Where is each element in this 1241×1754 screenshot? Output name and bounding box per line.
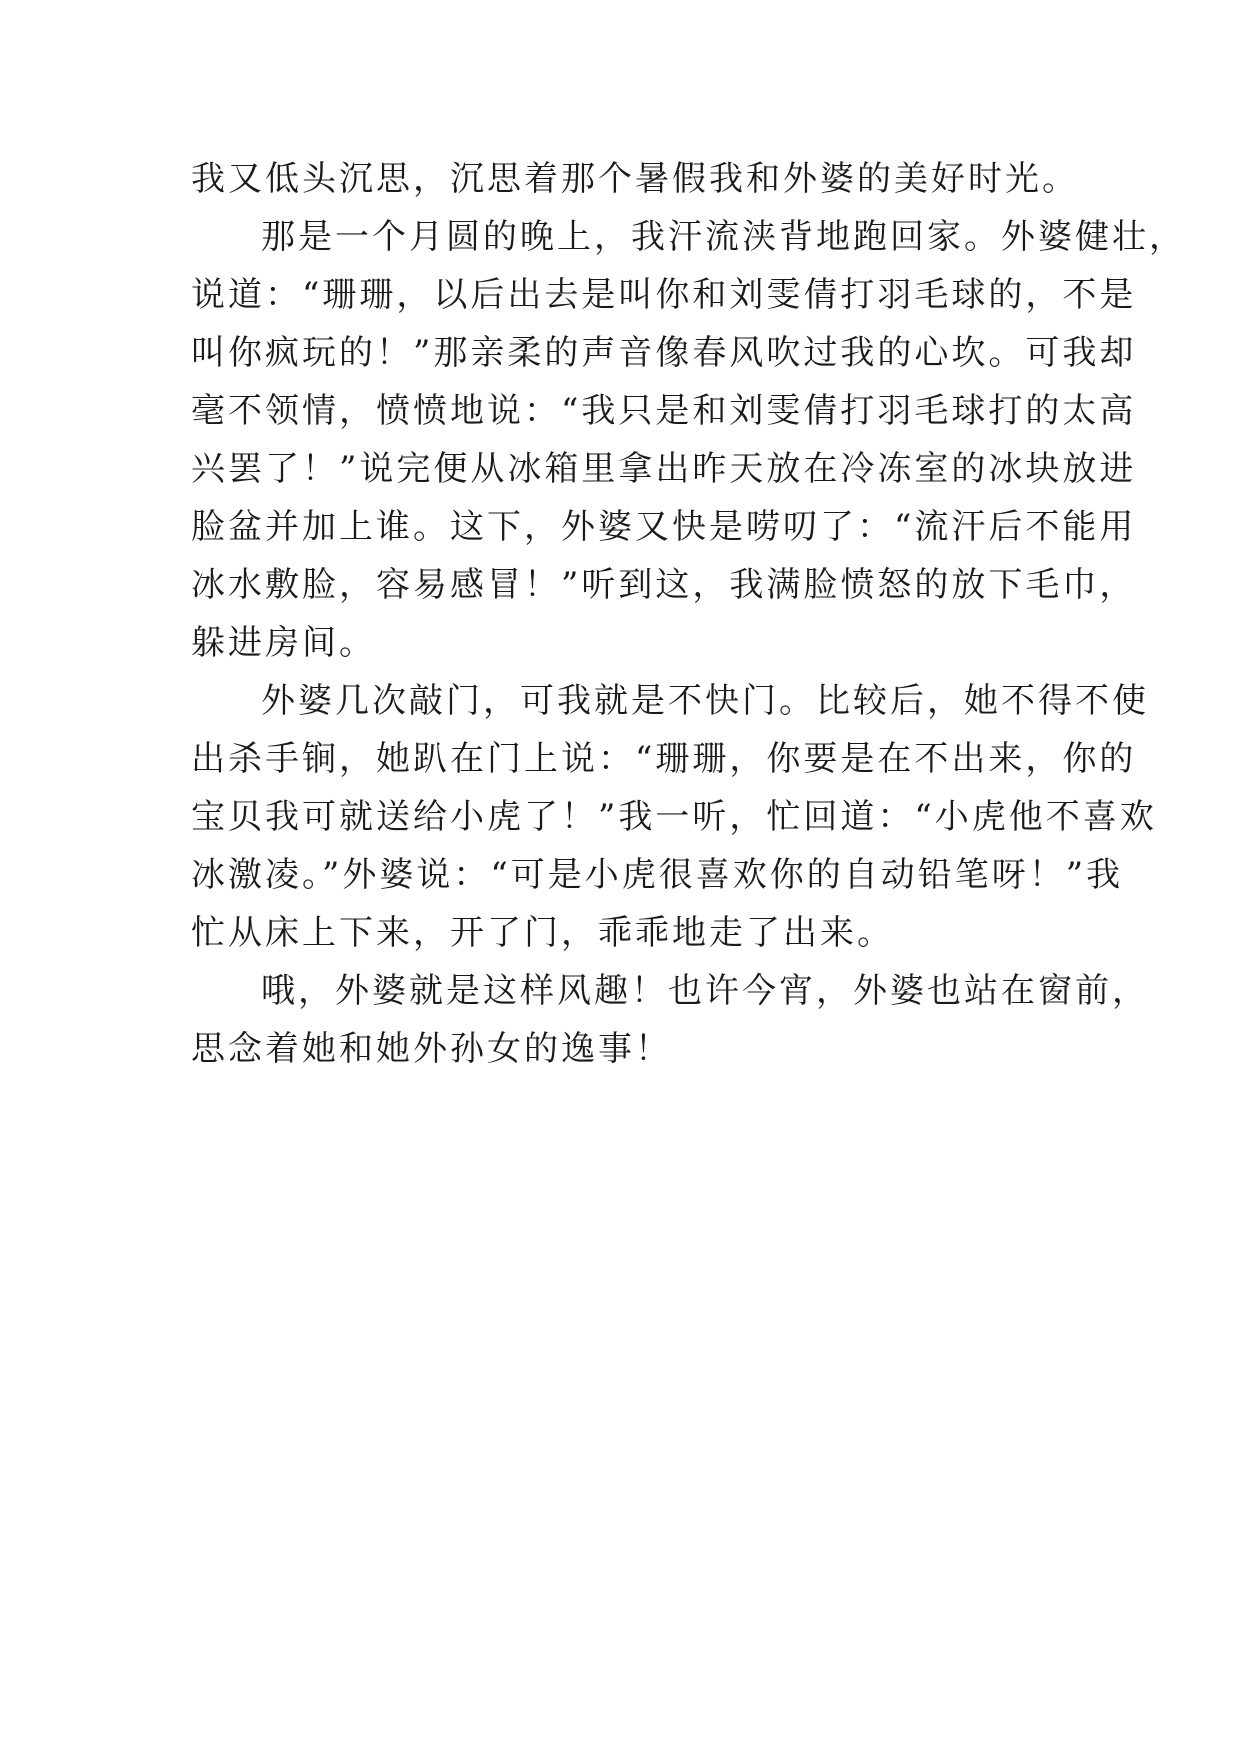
essay-text	[191, 159, 1186, 1090]
text-line: 忙从床上下来，开了门，乖乖地走了出来。	[191, 913, 894, 953]
text-line: 冰水敷脸，容易感冒！”听到这，我满脸愤怒的放下毛巾，	[191, 565, 1137, 605]
text-line: 宝贝我可就送给小虎了！”我一听，忙回道：“小虎他不喜欢	[191, 797, 1157, 837]
paragraph-start-line: 外婆几次敲门，可我就是不快门。比较后，她不得不使	[261, 681, 1149, 721]
paragraph-start-line: 哦，外婆就是这样风趣！也许今宵，外婆也站在窗前，	[261, 971, 1149, 1011]
text-line: 躲进房间。	[191, 623, 376, 663]
text-line: 我又低头沉思，沉思着那个暑假我和外婆的美好时光。	[191, 159, 1079, 199]
text-line: 出杀手锏，她趴在门上说：“珊珊，你要是在不出来，你的	[191, 739, 1137, 779]
text-line: 冰激凌。”外婆说：“可是小虎很喜欢你的自动铅笔呀！”我	[191, 855, 1124, 895]
text-line: 叫你疯玩的！”那亲柔的声音像春风吹过我的心坎。可我却	[191, 333, 1137, 373]
text-line: 毫不领情，愤愤地说：“我只是和刘雯倩打羽毛球打的太高	[191, 391, 1137, 431]
text-line: 脸盆并加上谁。这下，外婆又快是唠叨了：“流汗后不能用	[191, 507, 1137, 547]
text-line: 兴罢了！”说完便从冰箱里拿出昨天放在冷冻室的冰块放进	[191, 449, 1137, 489]
text-line: 说道：“珊珊，以后出去是叫你和刘雯倩打羽毛球的，不是	[191, 275, 1137, 315]
paragraph-start-line: 那是一个月圆的晚上，我汗流浃背地跑回家。外婆健壮，	[261, 217, 1186, 257]
text-line: 思念着她和她外孙女的逸事！	[191, 1029, 672, 1069]
